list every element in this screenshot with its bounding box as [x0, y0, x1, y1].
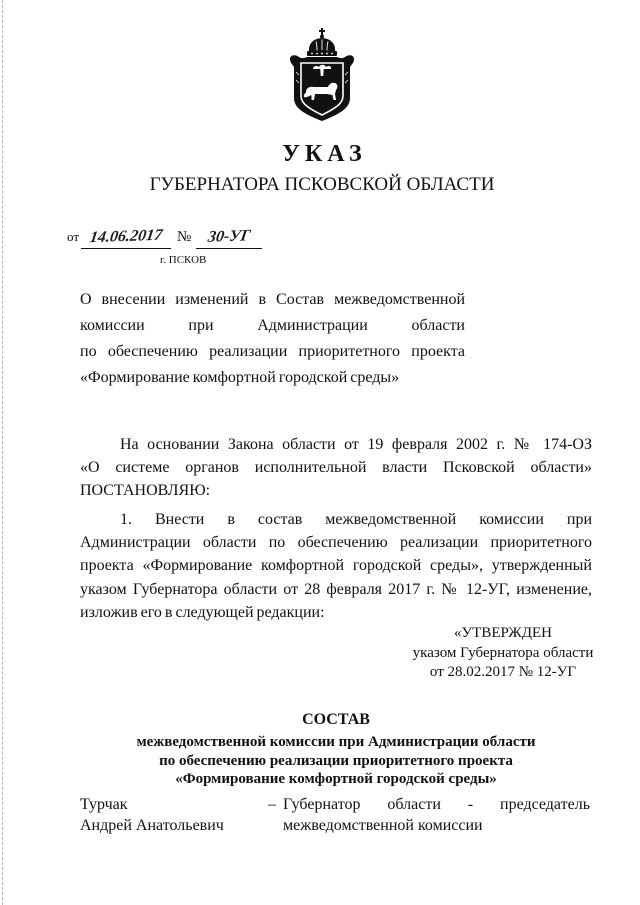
- number-sign: №: [177, 229, 192, 245]
- date-blank-line: [81, 226, 171, 249]
- subject-line: по обеспечению реализации приоритетного проекта: [80, 343, 465, 360]
- clause-1-paragraph: [80, 508, 592, 624]
- subject-line: комиссии при Администрации области: [80, 317, 465, 334]
- preamble-line: «О системе органов исполнительной власти Псковской области»: [80, 459, 592, 477]
- registration-line: [67, 226, 262, 252]
- resolution-keyword: ПОСТАНОВЛЯЮ:: [80, 482, 211, 500]
- subject-line: «Формирование комфортной городской среды»: [80, 369, 400, 386]
- clause-line: указом Губернатора области от 28 февраля 2017 г. № 12-УГ, изменение,: [80, 580, 592, 598]
- approval-line: указом Губернатора области: [412, 644, 594, 661]
- issuer-title: ГУБЕРНАТОРА ПСКОВСКОЙ ОБЛАСТИ: [149, 174, 495, 195]
- preamble-paragraph: [80, 433, 592, 503]
- handwritten-number: 30-УГ: [207, 227, 252, 246]
- subject-block: [80, 287, 465, 391]
- document-type-title: УКАЗ: [282, 141, 367, 167]
- composition-subtitle-line: межведомственной комиссии при Администрации области: [136, 734, 536, 750]
- member-surname: Турчак: [80, 796, 128, 813]
- approval-line: от 28.02.2017 № 12-УГ: [429, 664, 577, 680]
- date-prefix: от: [67, 229, 80, 244]
- approval-stamp: [400, 624, 606, 683]
- member-given-names: Андрей Анатольевич: [80, 817, 224, 834]
- composition-subtitle-line: «Формирование комфортной городской среды»: [175, 771, 497, 787]
- clause-line: Администрации области по обеспечению реализации приоритетного: [80, 534, 592, 552]
- composition-title: СОСТАВ: [302, 711, 370, 728]
- city-label: г. ПСКОВ: [160, 254, 207, 266]
- composition-subtitle-line: по обеспечению реализации приоритетного проекта: [159, 752, 513, 769]
- member-name: [80, 794, 260, 836]
- member-role: [283, 794, 590, 836]
- number-blank-line: [196, 226, 262, 249]
- pskov-coat-of-arms-icon: [286, 28, 358, 122]
- member-role-dash: –: [268, 796, 276, 813]
- subject-line: О внесении изменений в Состав межведомственной: [80, 291, 465, 308]
- clause-line: изложив его в следующей редакции:: [80, 603, 325, 621]
- clause-line: проекта «Формирование комфортной городской среды», утвержденный: [80, 557, 592, 575]
- handwritten-date: 14.06.2017: [88, 226, 164, 247]
- scan-edge-marks: [2, 0, 3, 905]
- composition-subtitle: [80, 733, 592, 789]
- preamble-line: На основании Закона области от 19 февраля 2002 г. № 174-ОЗ: [120, 436, 592, 453]
- clause-line: 1. Внести в состав межведомственной комиссии при: [120, 511, 592, 528]
- approval-line: «УТВЕРЖДЕН: [454, 625, 552, 641]
- member-role-line: межведомственной комиссии: [283, 817, 483, 834]
- member-role-line: Губернатор области - председатель: [283, 796, 590, 813]
